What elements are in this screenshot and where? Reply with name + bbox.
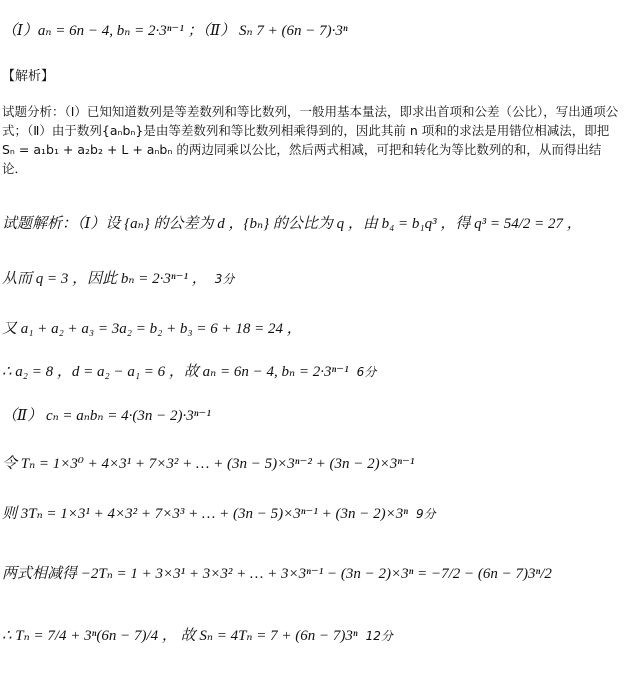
analysis-paragraph: 试题分析：（Ⅰ）已知知道数列是等差数列和等比数列，一般用基本量法，即求出首项和公差（公比），写出通项公式；（Ⅱ）由于数列{aₙbₙ}是由等差数列和等比数列相乘得到的，因此其前 n 项和的求法是用错位相减法，即把 Sₙ = a₁b₁ + a₂b₂ + L + aₙbₙ 的两边同乘以公比，然后两式相减，可把和转化为等比数列的和，从而得出结论．	[2, 104, 619, 176]
solution-line-4: ∴ a₂ = 8 ，d = a₂ − a₁ = 6 ，故 aₙ = 6n − 4, bₙ = 2·3ⁿ⁻¹ 6分	[2, 364, 377, 380]
solution-line-3: 又 a₁ + a₂ + a₃ = 3a₂ = b₂ + b₃ = 6 + 18 = 24 ，	[2, 321, 302, 337]
solution-line-5: （Ⅱ） cₙ = aₙbₙ = 4·(3n − 2)·3ⁿ⁻¹	[2, 408, 211, 424]
solution-line-7: 则 3Tₙ = 1×3¹ + 4×3² + 7×3³ + … + (3n − 5)×3ⁿ⁻¹ + (3n − 2)×3ⁿ 9分	[2, 506, 436, 522]
solution-line-8: 两式相减得 −2Tₙ = 1 + 3×3¹ + 3×3² + … + 3×3ⁿ⁻¹ − (3n − 2)×3ⁿ = −7/2 − (6n − 7)3ⁿ/2	[2, 566, 552, 582]
score-mark-6: 6分	[356, 365, 377, 379]
answer-line: （Ⅰ）aₙ = 6n − 4, bₙ = 2·3ⁿ⁻¹ ；（Ⅱ） Sₙ 7 + (6n − 7)·3ⁿ	[2, 23, 348, 39]
solution-line-6: 令 Tₙ = 1×3⁰ + 4×3¹ + 7×3² + … + (3n − 5)×3ⁿ⁻² + (3n − 2)×3ⁿ⁻¹	[2, 456, 415, 472]
solution-line-9: ∴ Tₙ = 7/4 + 3ⁿ(6n − 7)/4 ， 故 Sₙ = 4Tₙ = 7 + (6n − 7)3ⁿ 12分	[2, 628, 393, 644]
solution-line-1: 试题解析：（Ⅰ）设 {aₙ} 的公差为 d ，{bₙ} 的公比为 q ，由 b₄ = b₁q³ ，得 q³ = 54/2 = 27 ，	[2, 216, 582, 232]
score-mark-12: 12分	[365, 629, 393, 643]
score-mark-9: 9分	[415, 507, 436, 521]
section-title: 【解析】	[2, 69, 55, 84]
solution-line-2: 从而 q = 3 ，因此 bₙ = 2·3ⁿ⁻¹ ， 3分	[2, 271, 235, 287]
score-mark-3: 3分	[214, 272, 235, 286]
